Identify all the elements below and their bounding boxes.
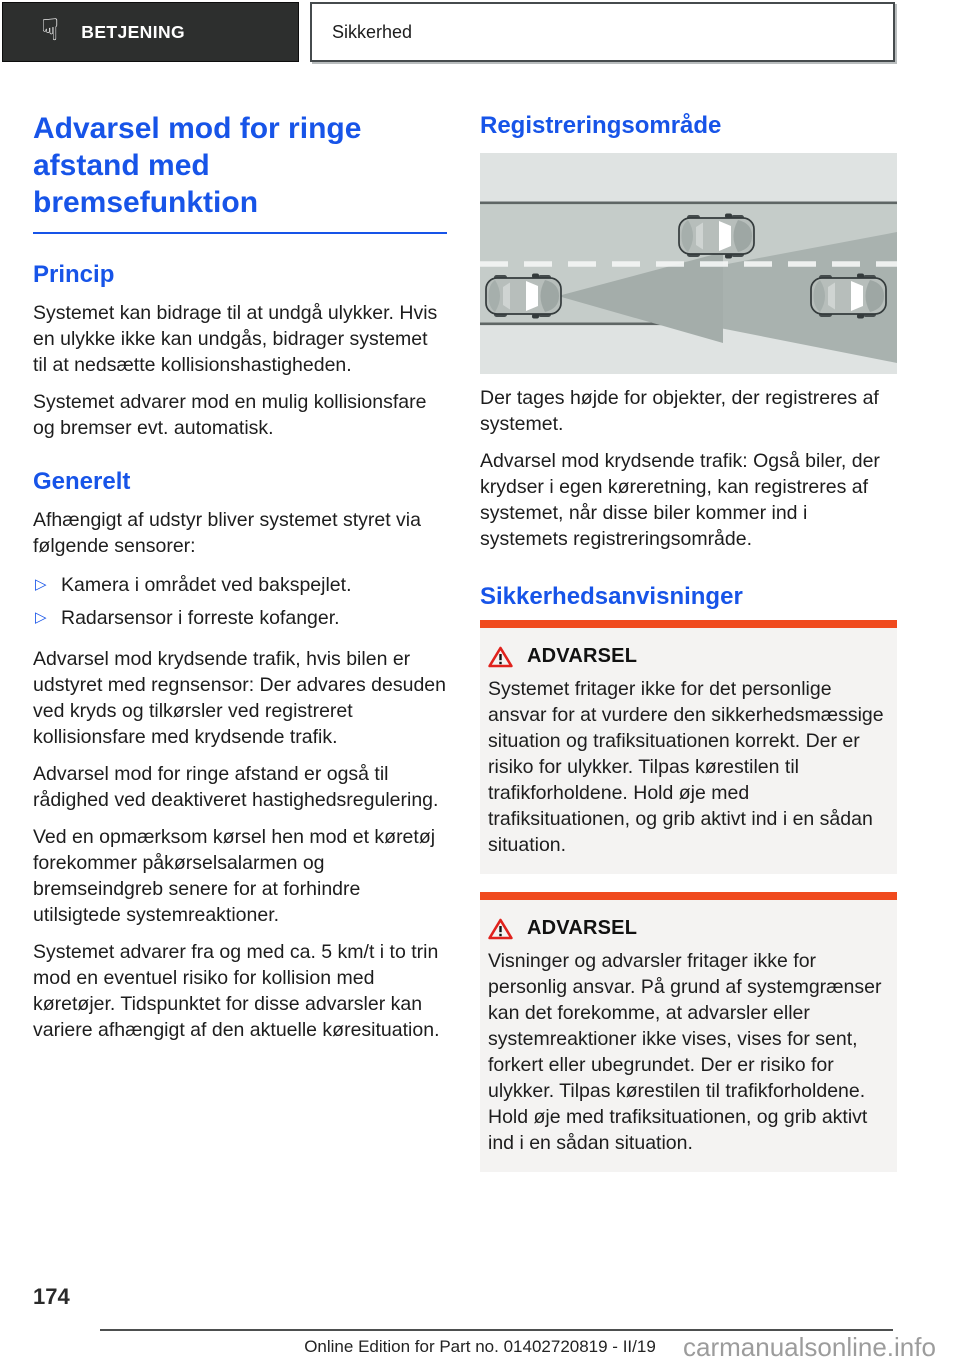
heading-registreringsomraade: Registreringsområde [480,112,722,139]
ego-vehicle [486,274,561,319]
right-pointing-triangle-icon: ▷ [35,609,47,626]
chapter-tab-label: BETJENING [81,21,186,42]
warning-box [480,892,897,1172]
paragraph: Systemet advarer mod en mulig kollisionsfare og bremser evt. automatisk. [33,391,427,439]
warning-text: Visninger og advarsler fritager ikke for personlig ansvar. På grund af systemgrænser kan det forekomme, at advarsler eller systemreaktioner ikke vises, vises for sent, forkert eller ubegrundet. Der er risiko for ulykker. Tilpas kørestilen til trafikforholdene. Hold øje med trafiksituationen, og grib aktivt ind i en sådan situation. [488,950,882,1154]
warning-text: Systemet fritager ikke for det personlige ansvar for at vurdere den sikkerhedsmæssige situation og trafiksituationen korrekt. Der er risiko for ulykker. Tilpas kørestilen til trafikforholdene. Hold øje med trafiksituationen, og grib aktivt ind i en sådan situation. [488,678,884,856]
warning-header [488,645,888,668]
page-title: Advarsel mod for ringe afstand med bremsefunktion [33,112,362,219]
warning-label: ADVARSEL [527,917,638,939]
warning-accent-bar [480,620,897,628]
warning-label: ADVARSEL [527,645,638,667]
warning-accent-bar [480,892,897,900]
sensor-list [33,572,447,631]
heading-generelt: Generelt [33,468,131,495]
left-column [33,63,447,1172]
hand-pointing-down-icon: ☟ [41,14,60,47]
warning-header [488,917,888,940]
list-item-text: Kamera i området ved bakspejlet. [61,574,352,596]
page-number: 174 [33,1284,70,1309]
warning-triangle-icon [488,918,513,940]
paragraph: Der tages højde for objekter, der registreres af systemet. [480,387,879,435]
right-column [480,63,897,1172]
watermark-text: carmanualsonline.info [683,1332,936,1362]
right-pointing-triangle-icon: ▷ [35,576,47,593]
paragraph: Advarsel mod krydsende trafik, hvis bilen er udstyret med regnsensor: Der advares desuden ved kryds og tilkørsler ved registreret kollisionsfare med krydsende trafik. [33,648,446,748]
page-content [0,63,960,1172]
paragraph: Afhængigt af udstyr bliver systemet styret via følgende sensorer: [33,509,421,557]
vehicle-ahead-left-lane [679,214,754,259]
section-tab [310,2,895,62]
heading-princip: Princip [33,261,115,288]
paragraph: Advarsel mod for ringe afstand er også til rådighed ved deaktiveret hastighedsregulering. [33,763,439,811]
warning-body [480,900,897,1172]
heading-sikkerhedsanvisninger: Sikkerhedsanvisninger [480,583,743,610]
paragraph: Ved en opmærksom kørsel hen mod et køretøj forekommer påkørselsalarmen og bremseindgreb senere for at forhindre utilsigtede systemreaktioner. [33,826,436,926]
title-block [33,110,447,234]
list-item-text: Radarsensor i forreste kofanger. [61,607,340,629]
footer-rule [100,1329,893,1331]
vehicle-ahead-same-lane [811,274,886,319]
paragraph: Systemet kan bidrage til at undgå ulykker. Hvis en ulykke ikke kan undgås, bidrager systemet til at nedsætte kollisionshastigheden. [33,302,438,376]
chapter-tab [2,2,299,62]
warning-triangle-icon [488,646,513,668]
warning-body [480,628,897,874]
list-item [33,605,447,631]
warning-box [480,620,897,874]
paragraph: Systemet advarer fra og med ca. 5 km/t i to trin mod en eventuel risiko for kollision med køretøjer. Tidspunktet for disse advarsler kan variere afhængigt af den aktuelle køresituation. [33,941,440,1041]
registration-area-illustration [480,153,897,374]
footer-edition-text: Online Edition for Part no. 01402720819 - II/19 [304,1337,656,1356]
paragraph: Advarsel mod krydsende trafik: Også biler, der krydser i egen køreretning, kan registreres af systemet, når disse biler kommer ind i systemets registreringsområde. [480,450,880,550]
section-tab-label: Sikkerhed [332,21,413,42]
list-item [33,572,447,598]
